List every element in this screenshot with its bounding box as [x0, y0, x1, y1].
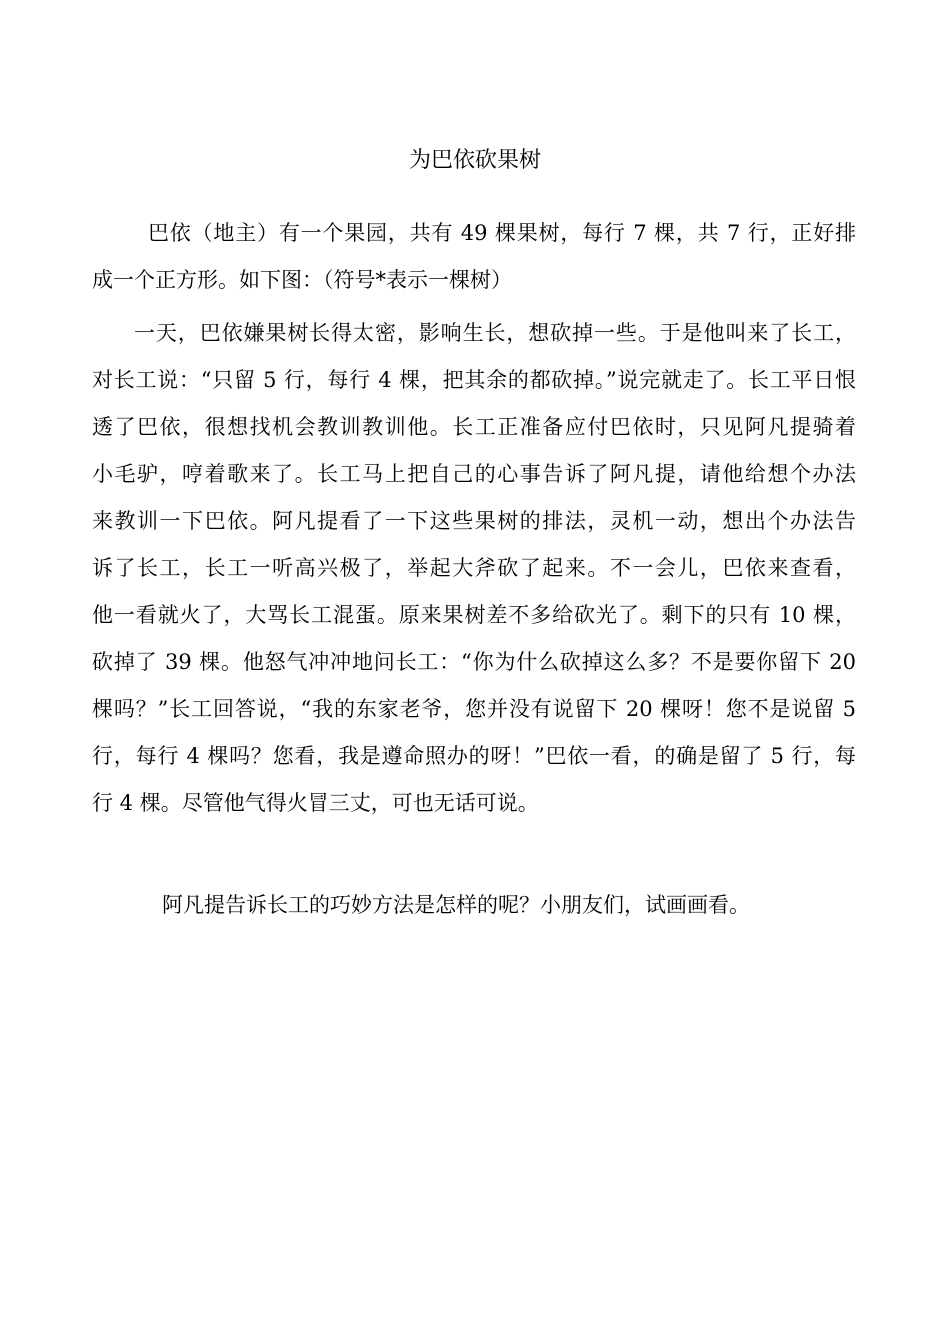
- story-line-11: 行 4 棵。尽管他气得火冒三丈，可也无话可说。: [92, 791, 539, 815]
- intro-line-2: 成一个正方形。如下图：（符号*表示一棵树）: [92, 268, 512, 292]
- intro-line-1: 巴依（地主）有一个果园，共有 49 棵果树，每行 7 棵，共 7 行，正好排: [148, 221, 856, 245]
- story-line-1: 一天，巴依嫌果树长得太密，影响生长，想砍掉一些。于是他叫来了长工，: [134, 321, 856, 345]
- story-line-9: 棵吗？”长工回答说，“我的东家老爷，您并没有说留下 20 棵呀！您不是说留 5: [92, 697, 856, 721]
- story-line-3: 透了巴依，很想找机会教训教训他。长工正准备应付巴依时，只见阿凡提骑着: [92, 415, 856, 439]
- story-line-7: 他一看就火了，大骂长工混蛋。原来果树差不多给砍光了。剩下的只有 10 棵，: [92, 603, 856, 627]
- document-title: 为巴依砍果树: [408, 148, 541, 173]
- story-line-5: 来教训一下巴依。阿凡提看了一下这些果树的排法，灵机一动，想出个办法告: [92, 509, 856, 533]
- story-line-2: 对长工说：“只留 5 行，每行 4 棵，把其余的都砍掉。”说完就走了。长工平日恨: [92, 368, 856, 392]
- story-line-8: 砍掉了 39 棵。他怒气冲冲地问长工：“你为什么砍掉这么多？不是要你留下 20: [92, 650, 856, 674]
- story-line-4: 小毛驴，哼着歌来了。长工马上把自己的心事告诉了阿凡提，请他给想个办法: [92, 462, 856, 486]
- intro-paragraph: [92, 210, 856, 304]
- question-paragraph: 阿凡提告诉长工的巧妙方法是怎样的呢？小朋友们，试画画看。: [162, 893, 750, 917]
- story-line-10: 行，每行 4 棵吗？您看，我是遵命照办的呀！”巴依一看，的确是留了 5 行，每: [92, 744, 856, 768]
- story-paragraph: [92, 310, 856, 827]
- story-line-6: 诉了长工，长工一听高兴极了，举起大斧砍了起来。不一会儿，巴依来查看，: [92, 556, 856, 580]
